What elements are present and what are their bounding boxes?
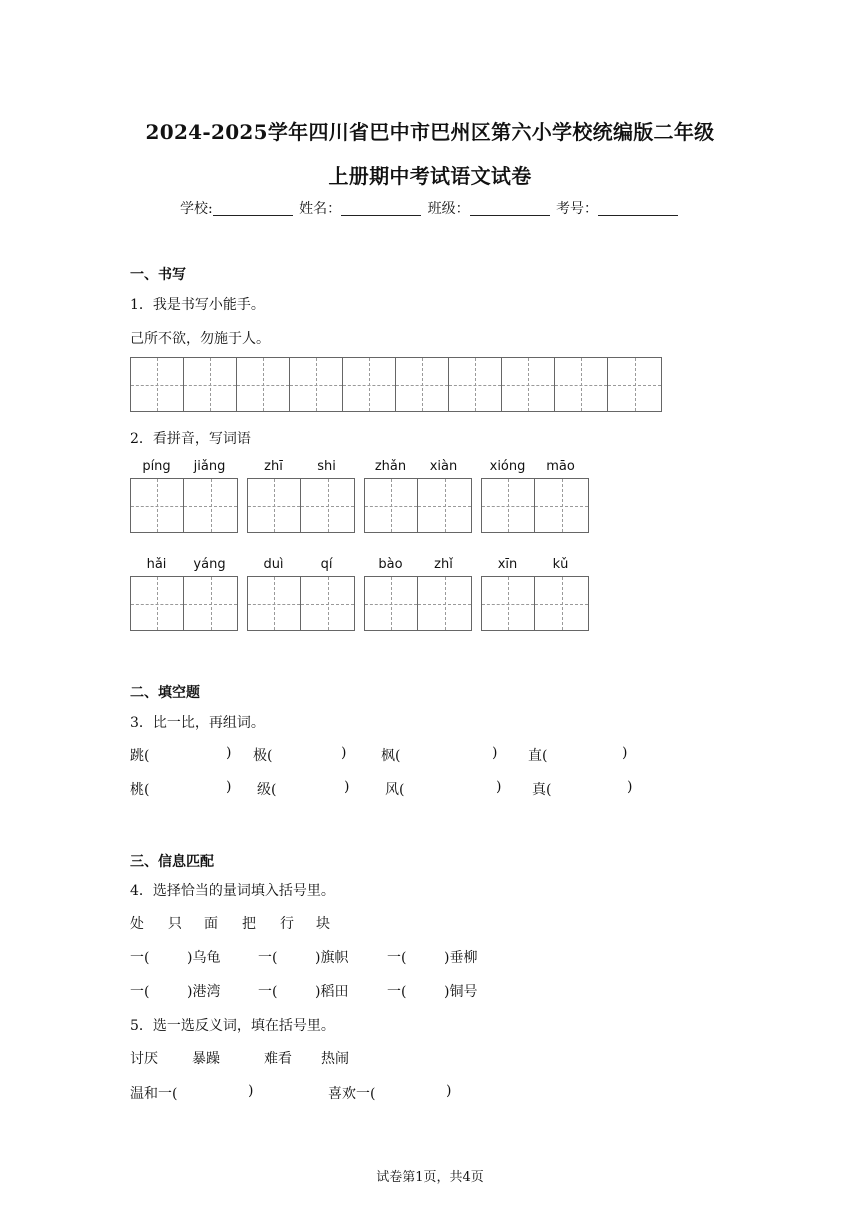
word-grid[interactable] — [364, 478, 472, 533]
name-label: 姓名： — [299, 201, 342, 217]
word-prompt: 桃( — [130, 782, 150, 798]
blank-prefix: 一( — [387, 984, 407, 1000]
grid-cell[interactable] — [290, 358, 343, 411]
grid-cell[interactable] — [418, 577, 471, 630]
grid-cell[interactable] — [608, 358, 661, 411]
pinyin-label: māo — [546, 459, 575, 474]
pinyin-label: xiàn — [429, 459, 458, 474]
blank-prefix: 一( — [387, 950, 407, 966]
pinyin-label: xīn — [497, 557, 518, 572]
word-grid[interactable] — [247, 478, 355, 533]
grid-cell[interactable] — [482, 479, 535, 532]
paren-close: ) — [344, 779, 350, 795]
pinyin-label: zhī — [264, 459, 283, 474]
grid-cell[interactable] — [449, 358, 502, 411]
grid-cell[interactable] — [184, 479, 237, 532]
question-5-stem: 5．选一选反义词，填在括号里。 — [130, 1018, 335, 1034]
grid-cell[interactable] — [343, 358, 396, 411]
question-1-sentence: 己所不欲，勿施于人。 — [130, 331, 270, 347]
pinyin-label: zhǐ — [434, 557, 453, 572]
measure-word-option: 面 — [204, 916, 218, 932]
blank-prefix: 一( — [130, 984, 150, 1000]
paren-close: ) — [226, 779, 232, 795]
pinyin-label: zhǎn — [374, 459, 407, 474]
grid-cell[interactable] — [131, 358, 184, 411]
pinyin-label: kǔ — [552, 557, 569, 572]
word-prompt: 风( — [385, 782, 405, 798]
blank-item: )港湾 — [187, 984, 221, 1000]
word-prompt: 级( — [257, 782, 277, 798]
paren-close: ) — [248, 1083, 254, 1099]
word-grid[interactable] — [130, 478, 238, 533]
name-blank[interactable] — [341, 201, 421, 216]
grid-cell[interactable] — [131, 577, 184, 630]
antonym-option: 暴躁 — [192, 1051, 220, 1067]
grid-cell[interactable] — [365, 479, 418, 532]
word-prompt: 极( — [253, 748, 273, 764]
measure-word-option: 块 — [316, 916, 330, 932]
word-grid[interactable] — [364, 576, 472, 631]
page-footer: 试卷第1页，共4页 — [376, 1170, 484, 1185]
grid-cell[interactable] — [248, 577, 301, 630]
blank-prefix: 一( — [258, 950, 278, 966]
measure-word-option: 处 — [130, 916, 144, 932]
exam-title-line2: 上册期中考试语文试卷 — [328, 164, 532, 188]
pinyin-label: yáng — [193, 557, 226, 572]
paren-close: ) — [492, 745, 498, 761]
pinyin-label: jiǎng — [193, 459, 226, 474]
school-blank[interactable] — [213, 201, 293, 216]
word-prompt: 跳( — [130, 748, 150, 764]
section-heading-writing: 一、书写 — [130, 267, 186, 283]
pinyin-label: xióng — [489, 459, 526, 474]
blank-item: )乌龟 — [187, 950, 221, 966]
section-heading-matching: 三、信息匹配 — [130, 854, 214, 870]
grid-cell[interactable] — [396, 358, 449, 411]
measure-word-option: 行 — [280, 916, 294, 932]
grid-cell[interactable] — [237, 358, 290, 411]
pinyin-label: píng — [142, 459, 171, 474]
antonym-option: 热闹 — [321, 1051, 349, 1067]
grid-cell[interactable] — [555, 358, 608, 411]
question-1-stem: 1．我是书写小能手。 — [130, 297, 265, 313]
grid-cell[interactable] — [502, 358, 555, 411]
measure-word-option: 把 — [242, 916, 256, 932]
exam-no-label: 考号： — [556, 201, 599, 217]
paren-close: ) — [226, 745, 232, 761]
class-blank[interactable] — [470, 201, 550, 216]
question-2-stem: 2．看拼音，写词语 — [130, 431, 251, 447]
grid-cell[interactable] — [482, 577, 535, 630]
measure-word-option: 只 — [168, 916, 182, 932]
pinyin-label: shi — [317, 459, 336, 474]
word-grid[interactable] — [247, 576, 355, 631]
antonym-option: 难看 — [264, 1051, 292, 1067]
paren-close: ) — [341, 745, 347, 761]
writing-grid-q1[interactable] — [130, 357, 662, 412]
section-heading-fill-in: 二、填空题 — [130, 685, 200, 701]
question-3-stem: 3．比一比，再组词。 — [130, 715, 265, 731]
blank-item: )垂柳 — [444, 950, 478, 966]
blank-item: )稻田 — [315, 984, 349, 1000]
word-grid[interactable] — [130, 576, 238, 631]
word-prompt: 真( — [532, 782, 552, 798]
blank-prefix: 一( — [130, 950, 150, 966]
grid-cell[interactable] — [535, 479, 588, 532]
grid-cell[interactable] — [184, 358, 237, 411]
blank-item: )旗帜 — [315, 950, 349, 966]
word-prompt: 直( — [528, 748, 548, 764]
grid-cell[interactable] — [418, 479, 471, 532]
grid-cell[interactable] — [301, 479, 354, 532]
class-label: 班级： — [427, 201, 470, 217]
exam-title-line1: 2024-2025学年四川省巴中市巴州区第六小学校统编版二年级 — [145, 120, 715, 144]
grid-cell[interactable] — [365, 577, 418, 630]
paren-close: ) — [627, 779, 633, 795]
antonym-option: 讨厌 — [130, 1051, 158, 1067]
antonym-prompt: 喜欢一( — [328, 1086, 376, 1102]
pinyin-label: hǎi — [146, 557, 167, 572]
blank-item: )铜号 — [444, 984, 478, 1000]
word-prompt: 枫( — [381, 748, 401, 764]
grid-cell[interactable] — [131, 479, 184, 532]
word-grid[interactable] — [481, 478, 589, 533]
school-label: 学校: — [179, 201, 213, 217]
student-info-line — [0, 198, 860, 218]
grid-cell[interactable] — [535, 577, 588, 630]
paren-close: ) — [496, 779, 502, 795]
paren-close: ) — [622, 745, 628, 761]
exam-no-blank[interactable] — [598, 201, 678, 216]
paren-close: ) — [446, 1083, 452, 1099]
antonym-prompt: 温和一( — [130, 1086, 178, 1102]
grid-cell[interactable] — [301, 577, 354, 630]
grid-cell[interactable] — [184, 577, 237, 630]
pinyin-label: qí — [320, 557, 333, 572]
grid-cell[interactable] — [248, 479, 301, 532]
pinyin-label: duì — [263, 557, 284, 572]
word-grid[interactable] — [481, 576, 589, 631]
pinyin-label: bào — [378, 557, 403, 572]
question-4-stem: 4．选择恰当的量词填入括号里。 — [130, 883, 335, 899]
blank-prefix: 一( — [258, 984, 278, 1000]
